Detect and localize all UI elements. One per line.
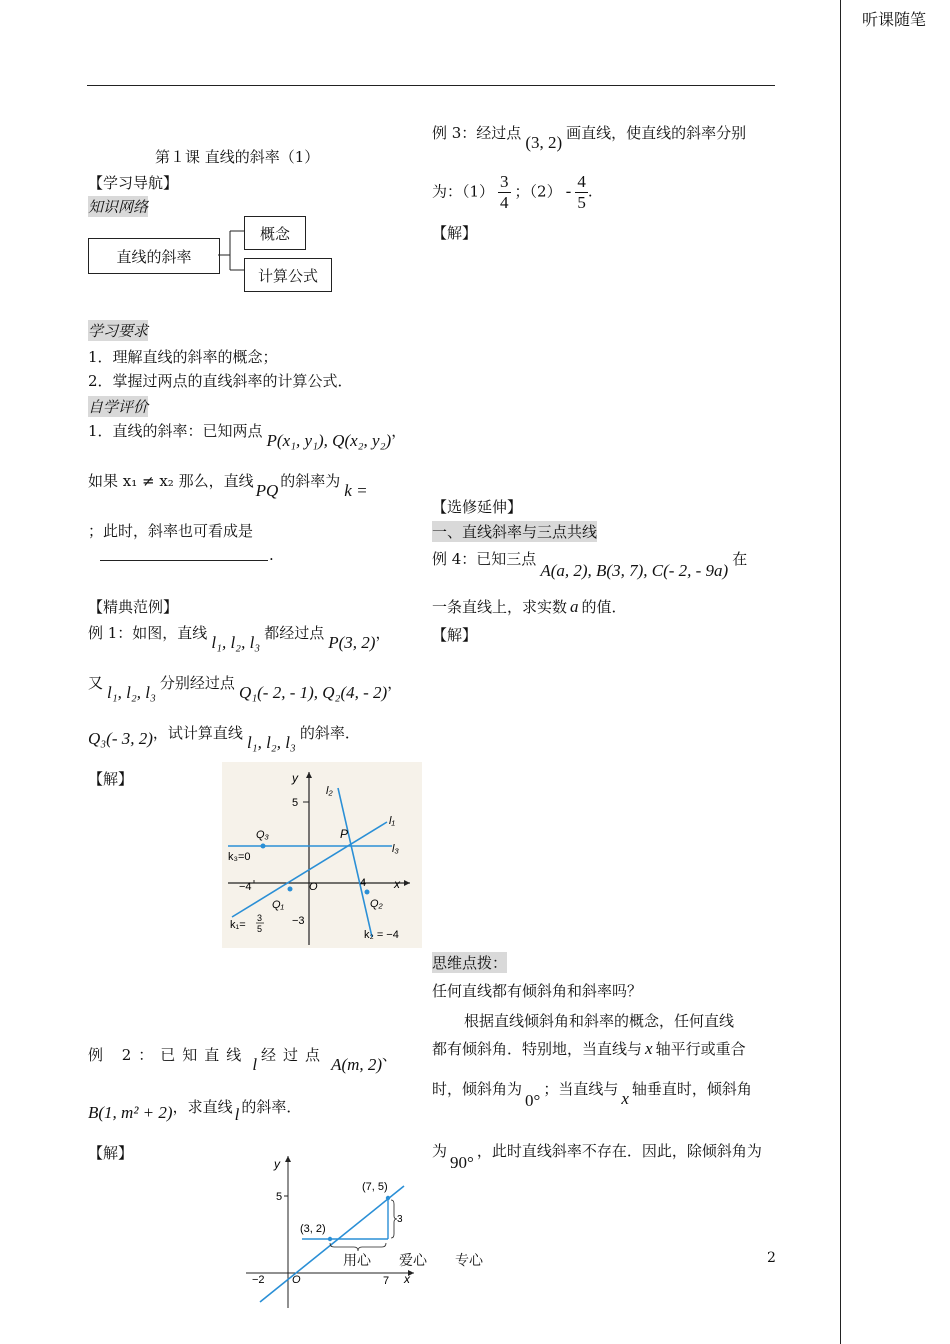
header-rule: [87, 85, 775, 86]
ex1-line-2: [88, 672, 403, 702]
fig2-tick-neg2: −2: [252, 1274, 265, 1286]
ex4-points: A(a, 2), B(3, 7), C(- 2, - 9a): [540, 561, 729, 580]
req-item-1: 1．理解直线的斜率的概念；: [88, 348, 278, 366]
think-p4b: ，此时直线斜率不存在．因此，除倾斜角为: [476, 1142, 762, 1160]
extension-sub-text: 一、直线斜率与三点共线: [432, 523, 598, 541]
think-p3c: 轴垂直时，倾斜角: [631, 1080, 752, 1098]
self-eval-blank: [100, 560, 268, 561]
se1-text: 1．直线的斜率：已知两点: [88, 422, 263, 440]
fig1-tick-neg3: −3: [292, 915, 305, 927]
fig2-label-rise: 3: [397, 1214, 403, 1225]
se1-points: P(x₁, y₁), Q(x₂, y₂): [266, 431, 392, 450]
ex3-c: 为：（1）: [432, 182, 495, 201]
ex2-d: ，求直线: [172, 1098, 233, 1116]
fig1-label-l1: l₁: [389, 815, 395, 827]
think-p3: [432, 1078, 752, 1110]
figure-2: [242, 1150, 422, 1310]
ex2-point-b: B(1, m² + 2): [88, 1103, 173, 1122]
section-guide: 【学习导航】: [88, 174, 179, 192]
ex3-point: (3, 2): [525, 133, 563, 152]
ex3-frac-1-num: 3: [500, 172, 509, 191]
ex1-point-p: P(3, 2): [328, 633, 376, 652]
self-eval-line-2: [88, 470, 368, 500]
think-x1: x: [645, 1039, 653, 1058]
fig2-tick-5: 5: [276, 1191, 283, 1203]
fig2-label-a: (3, 2): [300, 1223, 326, 1235]
page-number: 2: [767, 1250, 776, 1266]
side-note-title: 听课随笔: [862, 10, 927, 29]
fig2-tick-7: 7: [383, 1275, 390, 1287]
ex3-frac-1-den: 4: [500, 193, 509, 212]
se2-a: 如果 x₁ ≠ x₂ 那么，直线: [88, 472, 254, 490]
ex3-frac-2: [575, 172, 588, 213]
map-top-label: 概念: [259, 224, 290, 243]
think-deg0: 0°: [525, 1091, 541, 1110]
ex1-c: ，: [375, 624, 391, 642]
fig1-label-q2: Q₂: [370, 898, 383, 910]
fig1-label-l3: l₃: [392, 843, 399, 855]
ex1-a: 例 1：如图，直线: [88, 624, 208, 642]
solve-4: 【解】: [432, 626, 478, 644]
margin-rule: [840, 0, 841, 1344]
ex1-points-q: Q₁(- 2, - 1), Q₂(4, - 2): [238, 683, 388, 702]
ex1-line-3: [88, 722, 360, 752]
extension-sub: [432, 521, 597, 542]
ex3-line-1: [432, 122, 747, 152]
fig1-tick-4: 4: [360, 877, 367, 889]
ex3-line-2: [432, 172, 593, 213]
se2-b: 的斜率为: [280, 472, 341, 490]
fig1-k1-den: 5: [257, 924, 263, 934]
fig1-label-p: P: [340, 827, 349, 841]
ex3-minus: -: [565, 181, 572, 202]
ex2-point-a: A(m, 2): [331, 1055, 383, 1074]
map-bottom-label: 计算公式: [257, 266, 318, 285]
examples-heading: 【精典范例】: [88, 598, 179, 616]
ex3-frac-1: [498, 172, 511, 213]
think-p2: [432, 1038, 746, 1059]
fig1-k1-prefix: k₁=: [230, 919, 246, 931]
ex1-lines: l₁, l₂, l₃: [211, 633, 261, 652]
solve-3: 【解】: [432, 224, 478, 242]
ex4-c: 一条直线上，求实数: [432, 598, 568, 616]
think-p2a: 都有倾斜角．特别地，当直线与: [432, 1040, 643, 1058]
self-eval-heading: 自学评价: [88, 398, 149, 416]
ex2-b: 经过点: [261, 1046, 328, 1064]
lesson-title: 第１课 直线的斜率（1）: [155, 148, 320, 166]
ex4-d: 的值．: [581, 598, 627, 616]
fig1-k3: k₃=0: [228, 851, 251, 863]
fig2-point-b: [386, 1196, 390, 1200]
think-question: 任何直线都有倾斜角和斜率吗？: [432, 982, 643, 1000]
ex1-d: 又: [88, 674, 104, 692]
ex1-b: 都经过点: [264, 624, 325, 642]
self-eval-line-1: [88, 420, 407, 450]
req-item-2: 2．掌握过两点的直线斜率的计算公式．: [88, 372, 353, 390]
ex2-c: 、: [382, 1046, 398, 1064]
ex1-h: 的斜率．: [299, 724, 360, 742]
ex1-lines-3: l₁, l₂, l₃: [246, 733, 296, 752]
think-p3b: ；当直线与: [543, 1080, 619, 1098]
self-eval-line-3: ；此时，斜率也可看成是: [88, 522, 254, 540]
solve-1: 【解】: [88, 770, 134, 788]
ex2-a: 例 2：已知直线: [88, 1046, 249, 1064]
point-q3: [261, 844, 266, 849]
fig2-point-a: [328, 1237, 332, 1241]
think-p2b: 轴平行或重合: [655, 1040, 746, 1058]
ex1-e: 分别经过点: [159, 674, 235, 692]
fig1-tick-neg4: −4: [239, 881, 252, 893]
map-bottom-box: [244, 258, 332, 292]
ex4-var-a: a: [570, 597, 579, 616]
se1-end: ，: [391, 422, 407, 440]
req-heading: 学习要求: [88, 322, 149, 340]
think-p1: 根据直线倾斜角和斜率的概念，任何直线: [464, 1012, 735, 1030]
extension-heading: 【选修延伸】: [432, 498, 523, 516]
ex1-line-1: [88, 622, 391, 652]
fig1-origin: O: [309, 881, 318, 893]
fig2-origin: O: [292, 1274, 301, 1286]
ex3-b: 画直线，使直线的斜率分别: [566, 124, 747, 142]
ex2-line-l2: l: [234, 1105, 240, 1124]
ex3-frac-2-num: 4: [577, 172, 586, 191]
think-p4: [432, 1140, 762, 1172]
think-p4a: 为: [432, 1142, 448, 1160]
ex1-g: ，试计算直线: [152, 724, 243, 742]
se2-pq: PQ: [255, 481, 279, 500]
ex2-line-1: [88, 1044, 398, 1074]
ex1-f: ，: [387, 674, 403, 692]
fig1-k1-num: 3: [257, 913, 263, 923]
think-deg90: 90°: [450, 1153, 474, 1172]
map-top-box: [244, 216, 306, 250]
fig1-axis-y: y: [292, 771, 298, 785]
ex3-e: .: [587, 182, 593, 201]
ex4-line-2: [432, 596, 627, 617]
map-center-box: [88, 238, 220, 274]
fig1-label-q1: Q₁: [272, 899, 285, 911]
think-heading: [432, 952, 507, 973]
think-x2: x: [621, 1089, 629, 1108]
ex2-line-2: [88, 1096, 302, 1124]
fig1-k2: k₂ = −4: [364, 929, 399, 941]
ex2-line-l: l: [252, 1055, 258, 1074]
se2-k: k =: [344, 481, 368, 500]
self-eval-blank-end: .: [269, 546, 274, 564]
think-heading-text: 思维点拨：: [432, 954, 508, 972]
map-connectors: [218, 225, 248, 285]
ex3-a: 例 3：经过点: [432, 124, 522, 142]
fig2-axis-y: y: [274, 1157, 280, 1171]
ex4-b: 在: [732, 550, 748, 568]
point-q2: [365, 890, 370, 895]
ex4-a: 例 4：已知三点: [432, 550, 537, 568]
ex1-point-q3: Q₃(- 3, 2): [88, 729, 153, 748]
fig1-label-l2: l₂: [326, 785, 333, 797]
ex1-lines-2: l₁, l₂, l₃: [107, 683, 156, 702]
point-q1: [288, 887, 293, 892]
think-p3a: 时，倾斜角为: [432, 1080, 523, 1098]
ex3-d: ；（2）: [514, 182, 562, 201]
fig1-axis-x: x: [394, 877, 400, 891]
ex3-frac-2-den: 5: [577, 193, 586, 212]
map-center-label: 直线的斜率: [116, 247, 192, 266]
page-footer: 用心 爱心 专心: [343, 1253, 483, 1269]
figure-1: [222, 762, 422, 948]
fig2-label-b: (7, 5): [362, 1181, 388, 1193]
fig1-tick-5: 5: [292, 797, 299, 809]
fig2-axis-x: x: [404, 1272, 410, 1286]
solve-2: 【解】: [88, 1144, 134, 1162]
fig1-label-q3: Q₃: [256, 829, 269, 841]
knowledge-net-heading: 知识网络: [88, 198, 149, 216]
ex2-e: 的斜率．: [241, 1098, 302, 1116]
ex4-line-1: [432, 548, 748, 580]
